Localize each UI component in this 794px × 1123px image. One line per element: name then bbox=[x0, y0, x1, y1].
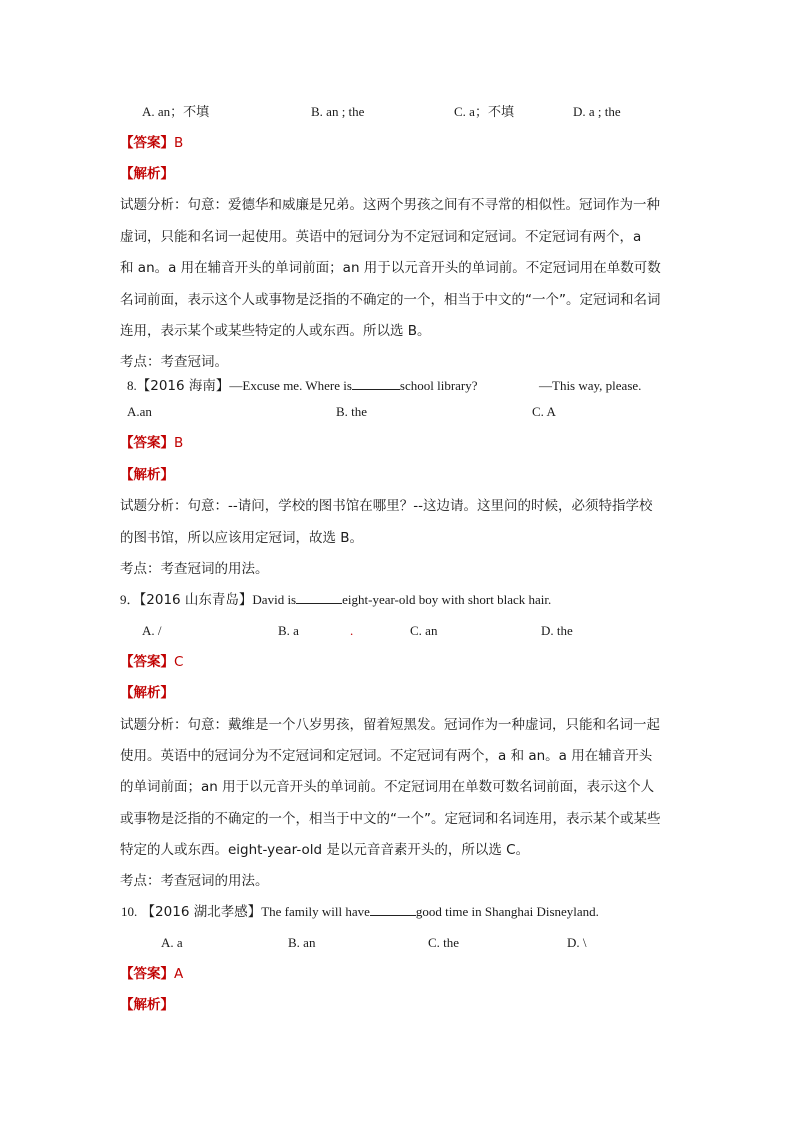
question-source: 【2016 山东青岛】 bbox=[139, 592, 253, 608]
q9-analysis-line: 使用。英语中的冠词分为不定冠词和定冠词。不定冠词有两个，a 和 an。a 用在辅音开头 bbox=[120, 748, 653, 764]
q7-option-c: C. a；不填 bbox=[454, 104, 514, 119]
q7-analysis-line: 连用，表示某个或某些特定的人或东西。所以选 B。 bbox=[120, 323, 431, 339]
question-number: 8. bbox=[127, 378, 137, 393]
q10-option-c: C. the bbox=[428, 935, 460, 950]
q10-option-a: A. a bbox=[161, 935, 183, 950]
q7-option-a: A. an；不填 bbox=[142, 104, 210, 119]
answer-blank bbox=[370, 903, 416, 916]
q10-analysis-label: 【解析】 bbox=[120, 997, 174, 1013]
q8-answer bbox=[120, 433, 183, 453]
answer-label: 【答案】 bbox=[120, 435, 174, 451]
q9-option-c: C. an bbox=[410, 623, 438, 638]
q9-analysis-label: 【解析】 bbox=[120, 685, 174, 701]
answer-value: B bbox=[174, 135, 184, 151]
q8-option-a: A.an bbox=[127, 404, 152, 419]
q7-analysis-line: 试题分析：句意：爱德华和威廉是兄弟。这两个男孩之间有不寻常的相似性。冠词作为一种 bbox=[120, 197, 660, 213]
q9-analysis-line: 试题分析：句意：戴维是一个八岁男孩，留着短黑发。冠词作为一种虚词，只能和名词一起 bbox=[120, 717, 660, 733]
answer-label: 【答案】 bbox=[120, 135, 174, 151]
answer-blank bbox=[296, 591, 342, 604]
stem-after: good time in Shanghai Disneyland. bbox=[415, 904, 599, 919]
q7-analysis-line: 虚词，只能和名词一起使用。英语中的冠词分为不定冠词和定冠词。不定冠词有两个，a bbox=[120, 229, 642, 245]
q9-analysis-line: 特定的人或东西。eight-year-old 是以元音音素开头的，所以选 C。 bbox=[120, 842, 530, 858]
question-number: 9． bbox=[120, 592, 140, 607]
q8-analysis-line: 试题分析：句意：--请问，学校的图书馆在哪里？--这边请。这里问的时候，必须特指学校 bbox=[120, 498, 653, 514]
stem-before: David is bbox=[252, 592, 297, 607]
q7-point: 考点：考查冠词。 bbox=[120, 354, 228, 370]
answer-blank bbox=[352, 377, 400, 390]
stem-before: The family will have bbox=[261, 904, 370, 919]
q8-analysis-line: 的图书馆，所以应该用定冠词，故选 B。 bbox=[120, 530, 364, 546]
stem-after: school library? bbox=[399, 378, 478, 393]
q9-point: 考点：考查冠词的用法。 bbox=[120, 873, 269, 889]
answer-label: 【答案】 bbox=[120, 654, 174, 670]
q8-option-b: B. the bbox=[336, 404, 368, 419]
q9-option-b: B. a bbox=[278, 623, 299, 638]
q8-option-c: C. A bbox=[532, 404, 556, 419]
answer-value: C bbox=[174, 654, 184, 670]
q7-analysis-line: 和 an。a 用在辅音开头的单词前面；an 用于以元音开头的单词前。不定冠词用在单数可数 bbox=[120, 260, 661, 276]
stem-after: eight-year-old boy with short black hair. bbox=[342, 592, 552, 607]
q7-answer bbox=[120, 133, 183, 153]
stray-mark: . bbox=[350, 623, 354, 638]
q10-stem bbox=[121, 902, 599, 922]
q10-option-b: B. an bbox=[288, 935, 316, 950]
answer-label: 【答案】 bbox=[120, 966, 174, 982]
q7-analysis-line: 名词前面，表示这个人或事物是泛指的不确定的一个，相当于中文的“一个”。定冠词和名词 bbox=[120, 292, 661, 308]
q7-option-b: B. an ; the bbox=[311, 104, 365, 119]
q9-answer bbox=[120, 652, 183, 672]
q10-answer bbox=[120, 964, 183, 984]
q8-analysis-label: 【解析】 bbox=[120, 467, 174, 483]
q8-reply: —This way, please. bbox=[539, 378, 642, 393]
q10-option-d: D. \ bbox=[567, 935, 587, 950]
q7-option-d: D. a ; the bbox=[573, 104, 621, 119]
q7-analysis-label: 【解析】 bbox=[120, 166, 174, 182]
question-number: 10. bbox=[121, 904, 138, 919]
q9-option-d: D. the bbox=[541, 623, 573, 638]
q9-option-a: A. / bbox=[142, 623, 162, 638]
q8-stem bbox=[127, 376, 478, 396]
q9-analysis-line: 或事物是泛指的不确定的一个，相当于中文的“一个”。定冠词和名词连用，表示某个或某些 bbox=[120, 811, 661, 827]
answer-value: B bbox=[174, 435, 184, 451]
question-source: 【2016 湖北孝感】 bbox=[141, 904, 262, 920]
stem-before: —Excuse me. Where is bbox=[229, 378, 352, 393]
q8-point: 考点：考查冠词的用法。 bbox=[120, 561, 269, 577]
q9-stem bbox=[120, 590, 551, 610]
answer-value: A bbox=[174, 966, 184, 982]
question-source: 【2016 海南】 bbox=[136, 378, 230, 394]
q9-analysis-line: 的单词前面；an 用于以元音开头的单词前。不定冠词用在单数可数名词前面，表示这个人 bbox=[120, 779, 655, 795]
